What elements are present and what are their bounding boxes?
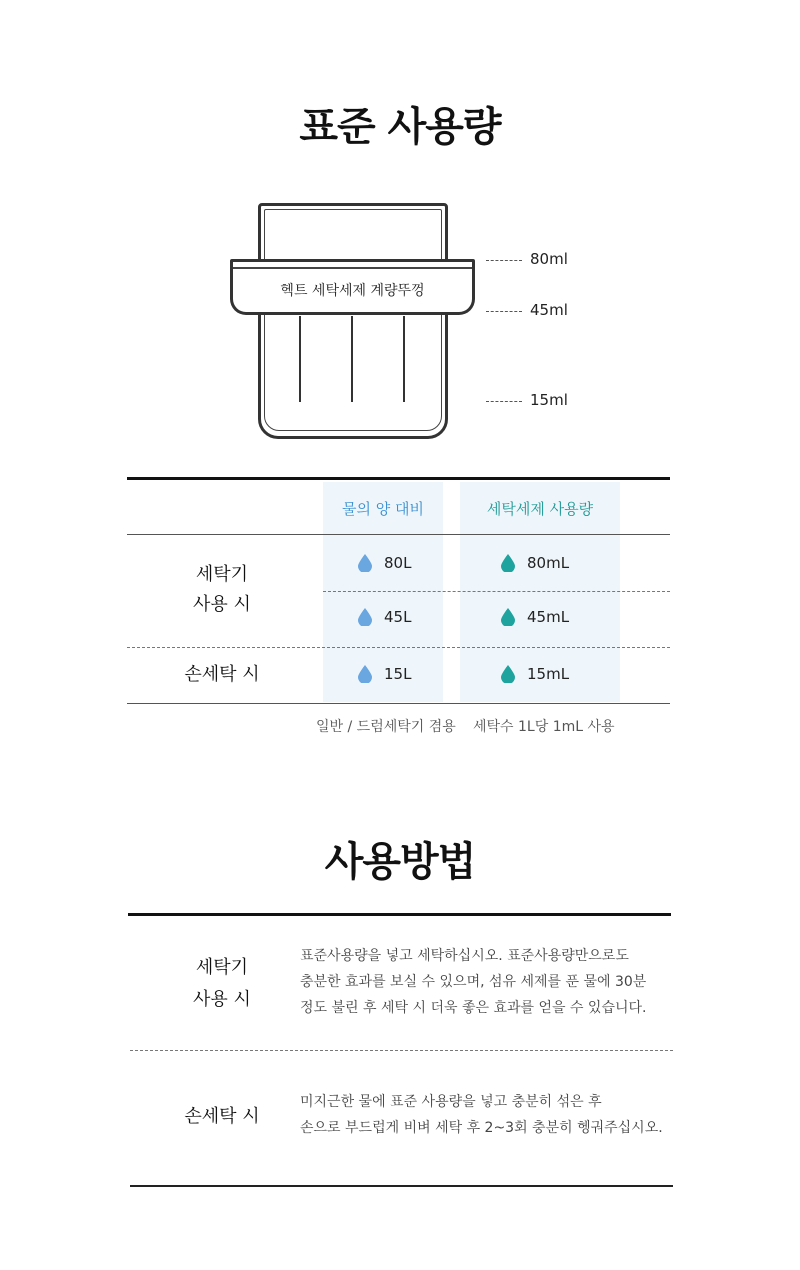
mark-leader-15 [486,401,522,402]
standard-usage-title: 표준 사용량 [299,104,501,150]
water-amount: 80L [384,554,412,572]
usage-text-line: 정도 불린 후 세탁 시 더욱 좋은 효과를 얻을 수 있습니다. [300,1000,647,1016]
detergent-amount: 45mL [527,608,570,626]
mark-label-15: 15ml [530,391,568,409]
table-cell-detergent [501,554,569,572]
footnote-dosage: 세탁수 1L당 1mL 사용 [473,719,615,735]
row-label-machine [127,560,317,620]
row-divider [323,591,670,592]
water-drop-icon [358,608,372,626]
header-divider [127,534,670,535]
water-amount: 15L [384,665,412,683]
table-top-rule [127,477,670,480]
detergent-drop-icon [501,665,515,683]
usage-text-line: 충분한 효과를 보실 수 있으며, 섬유 세제를 푼 물에 30분 [300,974,647,990]
detergent-drop-icon [501,554,515,572]
usage-top-rule [128,913,671,916]
cup-inner-wall [264,209,442,431]
mark-leader-80 [486,260,522,261]
row-label-machine-line2: 사용 시 [193,594,251,615]
usage-text-hand [300,1089,663,1141]
row-label-hand: 손세탁 시 [184,664,260,685]
table-cell-detergent [501,665,569,683]
usage-bottom-rule [130,1185,673,1187]
usage-row-divider [130,1050,673,1051]
cup-gradation-line [351,316,353,402]
usage-label-machine-line2: 사용 시 [193,989,251,1010]
header-water: 물의 양 대비 [342,500,424,518]
cup-gradation-line [299,316,301,402]
table-cell-water [358,665,411,683]
table-bottom-rule [127,703,670,704]
usage-text-line: 미지근한 물에 표준 사용량을 넣고 충분히 섞은 후 [300,1094,602,1110]
water-drop-icon [358,665,372,683]
detergent-drop-icon [501,608,515,626]
water-amount: 45L [384,608,412,626]
mark-label-80: 80ml [530,250,568,268]
usage-text-line: 손으로 부드럽게 비벼 세탁 후 2~3회 충분히 헹궈주십시오. [300,1120,663,1136]
table-cell-detergent [501,608,569,626]
cup-gradation-line [403,316,405,402]
usage-text-machine [300,943,646,1021]
lid-label: 헥트 세탁세제 계량뚜껑 [280,283,425,299]
usage-label-hand: 손세탁 시 [184,1106,260,1127]
usage-text-line: 표준사용량을 넣고 세탁하십시오. 표준사용량만으로도 [300,948,629,964]
footnote-compatibility: 일반 / 드럼세탁기 겸용 [316,719,456,735]
detergent-amount: 80mL [527,554,570,572]
table-cell-water [358,608,411,626]
mark-label-45: 45ml [530,301,568,319]
usage-label-machine-line1: 세탁기 [195,957,249,978]
usage-method-title: 사용방법 [324,839,476,885]
water-drop-icon [358,554,372,572]
row-divider [127,647,670,648]
row-label-machine-line1: 세탁기 [195,564,249,585]
measuring-lid [230,259,475,315]
mark-leader-45 [486,311,522,312]
usage-label-machine [127,952,317,1016]
lid-rim [233,267,472,269]
header-detergent: 세탁세제 사용량 [486,500,594,518]
table-cell-water [358,554,411,572]
detergent-amount: 15mL [527,665,570,683]
